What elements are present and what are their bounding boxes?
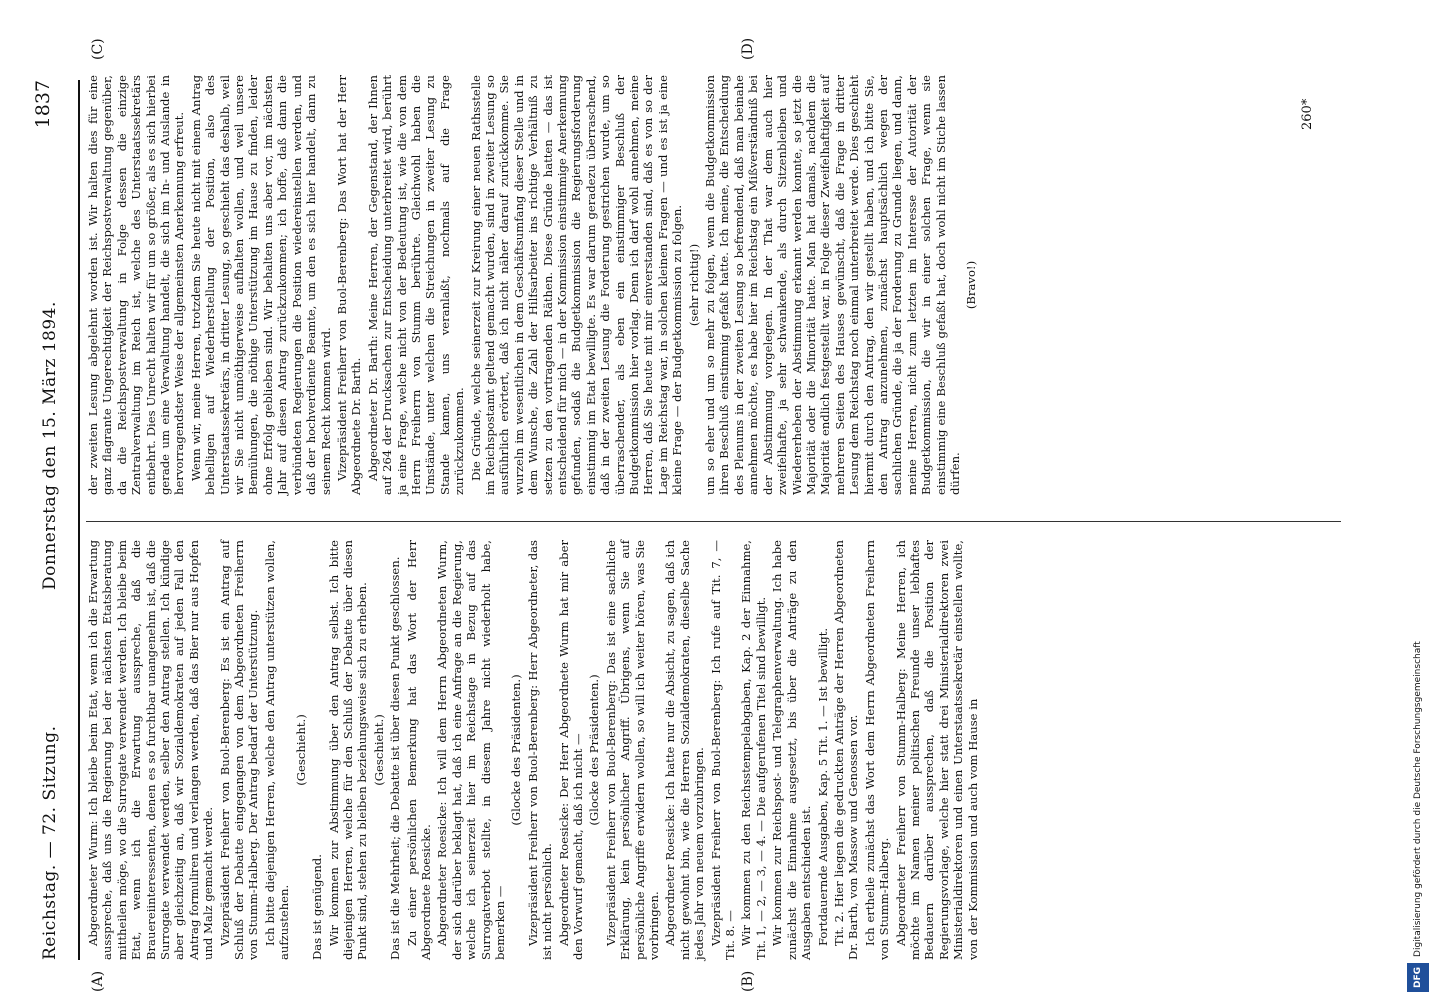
paragraph: Abgeordneter Roesicke: Ich hatte nur die Absicht, zu sagen, daß ich nicht gewohnt bin, wie die Herren Sozialdemokraten, dieselbe Sache jedes Jahr von neuem vorzubringen. — [663, 540, 707, 960]
paragraph: Abgeordneter Roesicke: Der Herr Abgeordnete Wurm hat mir aber den Vorwurf gemacht, daß ich nicht — — [556, 540, 585, 960]
marker-a: (A) — [90, 970, 106, 992]
paragraph: Abgeordneter Dr. Barth: Meine Herren, der Gegenstand, der Ihnen auf 264 der Drucksachen zur Entscheidung unterbreitet wird, berührt ja eine Frage, welche nicht von der Bedeutung ist, wie die von dem Herrn Freiherrn von Stumm berührte. Gleichwohl haben die Umstände, unter welchen die Streichungen in zweiter Lesung zu Stande kamen, uns veranlaßt, nochmals auf die Frage zurückzukommen. — [365, 75, 467, 495]
paragraph: (Glocke des Präsidenten.) — [587, 674, 602, 826]
paragraph: Vizepräsident Freiherr von Buol-Berenberg: Es ist ein Antrag auf Schluß der Debatte eingegangen von dem Abgeordneten Freiherrn von Stumm-Halberg. Der Antrag bedarf der Unterstützung. — [217, 540, 261, 960]
paragraph: Abgeordneter Roesicke: Ich will dem Herrn Abgeordneten Wurm, der sich darüber beklagt hat, daß ich eine Anfrage an die Regierung, welche ich seinerzeit hier im Reichstage in Bezug auf das Surrogatverbot stellte, in diesem Jahre nicht wiederholt habe, bemerken — — [435, 540, 507, 960]
paragraph: (sehr richtig!) — [686, 243, 701, 327]
header-rule — [78, 80, 80, 960]
paragraph: Das ist genügend. — [310, 854, 325, 960]
dfg-logo: DFG — [1407, 963, 1429, 992]
paragraph: Wir kommen zur Reichspost- und Telegraphenverwaltung. Ich habe zunächst die Einnahme ausgesetzt, bis über die Anträge zu den Ausgaben entschieden ist. — [770, 540, 814, 960]
paragraph: Die Gründe, welche seinerzeit zur Kreirung einer neuen Rathsstelle im Reichspostamt geltend gemacht wurden, sind in zweiter Lesung so ausführlich erörtert, daß ich nicht näher darauf zurückkomme. Sie wurzeln im wesentlichen in dem Geschäftsumfang dieser Stelle und in dem Wunsche, die Zahl der Hilfsarbeiter ins richtige Verhältniß zu setzen zu den vortragenden Räthen. Diese Gründe hatten — das ist entscheidend für mich — in der Kommission einstimmige Anerkennung gefunden, sodaß die Budgetkommission die Regierungsforderung einstimmig im Etat bewilligte. Es war darum geradezu überraschend, daß in der zweiten Lesung die Forderung gestrichen wurde, um so überraschender, als eben ein einstimmiger Beschluß der Budgetkommission hier vorlag. Denn ich darf wohl annehmen, meine Herren, daß Sie heute mit mir einverstanden sind, daß es von so der Lage im Reichstag war, in solchen kleinen Fragen — und es ist ja eine kleine Frage — der Budgetkommission zu folgen. — [468, 75, 685, 495]
paragraph: Vizepräsident Freiherr von Buol-Berenberg: Ich rufe auf Tit. 7, — Tit. 8. — — [708, 540, 738, 960]
page-footer: 260* — [1300, 98, 1315, 130]
header-left: Reichstag. — 72. Sitzung. — [40, 725, 60, 960]
page-header — [18, 80, 78, 960]
paragraph: Fortdauernde Ausgaben, Kap. 5 Tit. 1. — Ist bewilligt. — [815, 627, 830, 946]
header-date: Donnerstag den 15. März 1894. — [40, 301, 60, 590]
paragraph: Ich bitte diejenigen Herren, welche den Antrag unterstützen wollen, aufzustehen. — [262, 540, 292, 960]
paragraph: Vizepräsident Freiherr von Buol-Berenberg: Herr Abgeordneter, das ist nicht persönlich. — [525, 540, 555, 960]
column-rule — [86, 521, 1341, 522]
paragraph: (Geschieht.) — [371, 714, 386, 786]
paragraph: (Bravo!) — [964, 260, 979, 310]
left-column — [86, 540, 982, 960]
marker-c: (C) — [90, 38, 106, 60]
paragraph: Tit. 2. Hier liegen die gedruckten Anträge der Herren Abgeordneten Dr. Barth, von Massow und Genossen vor. — [831, 540, 861, 960]
paragraph: Ich ertheile zunächst das Wort dem Herrn Abgeordneten Freiherrn von Stumm-Halberg. — [862, 540, 892, 960]
paragraph: Vizepräsident Freiherr von Buol-Berenberg: Das Wort hat der Herr Abgeordnete Dr. Barth. — [334, 75, 364, 495]
paragraph: Wenn wir, meine Herren, trotzdem Sie heute nicht mit einem Antrag behelligen auf Wiederherstellung der Position, also des Unterstaatssekretärs, in dritter Lesung, so geschieht das deshalb, weil wir Sie nicht unnöthigerweise aufhalten wollen, und weil unsere Bemühungen, die nöthige Unterstützung im Hause zu finden, leider ohne Erfolg geblieben sind. Wir behalten uns aber vor, im nächsten Jahr auf diesen Antrag zurückzukommen; ich hoffe, daß dann die verbündeten Regierungen die Position wiedereinstellen werden, und daß der hochverdiente Beamte, um den es sich hier handelt, dann zu seinem Recht kommen wird. — [188, 75, 333, 495]
marker-b: (B) — [740, 970, 756, 992]
paragraph: Wir kommen zur Abstimmung über den Antrag selbst. Ich bitte diejenigen Herren, welche für den Schluß der Debatte über diesen Punkt sind, stehen zu bleiben beziehungsweise sich zu erheben. — [326, 540, 370, 960]
paragraph: (Glocke des Präsidenten.) — [509, 674, 524, 826]
paragraph: der zweiten Lesung abgelehnt worden ist. Wir halten dies für eine ganz flagrante Ungerechtigkeit der Reichspostverwaltung gegenüber, da die Reichspostverwaltung in Folge dessen die einzige Zentralverwaltung im Reich ist, welche des Unterstaatssekretärs entbehrt. Dies Unrecht halten wir für um so größer, als es sich hierbei gerade um eine Verwaltung handelt, die sich im In- und Auslande in hervorragendster Weise der allgemeinsten Anerkennung erfreut. — [86, 75, 187, 495]
paragraph: Abgeordneter Freiherr von Stumm-Halberg: Meine Herren, ich möchte im Namen meiner politischen Freunde unser lebhaftes Bedauern darüber aussprechen, daß die Position der Regierungsvorlage, welche hier statt drei Ministerialdirektoren zwei Ministerialdirektoren und einen Unterstaatssekretär einstellen wollte, von der Kommission und auch vom Hause in — [893, 540, 980, 960]
credit-text: Digitalisierung gefördert durch die Deutsche Forschungsgemeinschaft — [1413, 641, 1423, 957]
page-number: 1837 — [32, 80, 54, 129]
paragraph: Abgeordneter Wurm: Ich bleibe beim Etat, wenn ich die Erwartung ausspreche, daß uns die Regierung bei der nächsten Etatsberatung mittheilen möge, wo die Surrogate verwendet werden. Ich bleibe beim Etat, wenn ich die Erwartung ausspreche, daß die Brauereiinteressenten, denen es so furchtbar unangenehm ist, daß die Surrogate verwendet werden, selber den Antrag stellen. Ich kündige aber gleichzeitig an, daß wir Sozialdemokraten auf jeden Fall den Antrag formuliren und verlangen werden, daß das Bier nur aus Hopfen und Malz gemacht werde. — [86, 540, 216, 960]
paragraph: (Geschieht.) — [293, 714, 308, 786]
credit-strip — [1407, 12, 1429, 992]
paragraph: Zu einer persönlichen Bemerkung hat das Wort der Herr Abgeordnete Roesicke. — [404, 540, 433, 960]
paragraph: Das ist die Mehrheit; die Debatte ist über diesen Punkt geschlossen. — [388, 556, 403, 960]
marker-d: (D) — [740, 37, 756, 60]
paragraph: um so eher und um so mehr zu folgen, wenn die Budgetkommission ihren Beschluß einstimmig gefaßt hatte. Ich meine, die Entscheidung des Plenums in der zweiten Lesung so befremdend, daß man beinahe annehmen möchte, es habe hier im Reichstag ein Mißverständniß bei der Abstimmung vorgelegen. In der That war dem auch hier zweifelhafte, ja sehr schwankende, als durch Sitzenbleiben und Wiedererheben der Abstimmung erkannt werden konnte, so jetzt die Majorität oder die Minorität hatte. Man hat damals, nachdem die Majorität endlich festgestellt war, in Folge dieser Zweifelhaftigkeit auf mehreren Seiten des Hauses gewünscht, daß die Frage in dritter Lesung dem Reichstag noch einmal unterbreitet werde. Dies geschieht hiermit durch den Antrag, den wir gestellt haben, und ich bitte Sie, den Antrag anzunehmen, zunächst hauptsächlich wegen der sachlichen Gründe, die ja der Forderung zu Grunde liegen, und dann, meine Herren, nicht zum letzten im Interesse der Autorität der Budgetkommission, die wir in einer solchen Frage, wenn sie einstimmig eine Beschluß gefaßt hat, doch wohl nicht im Stiche lassen dürfen. — [703, 75, 962, 495]
paragraph: Vizepräsident Freiherr von Buol-Berenberg: Das ist eine sachliche Erklärung, kein persönlicher Angriff. Übrigens, wenn Sie auf persönliche Angriffe erwidern wollen, so will ich weiter hören, was Sie vorbringen. — [603, 540, 662, 960]
right-column — [86, 75, 981, 495]
paragraph: Wir kommen zu den Reichsstempelabgaben, Kap. 2 der Einnahme, Tit. 1, — 2, — 3, — 4. — Die aufgerufenen Titel sind bewilligt. — [739, 540, 768, 960]
